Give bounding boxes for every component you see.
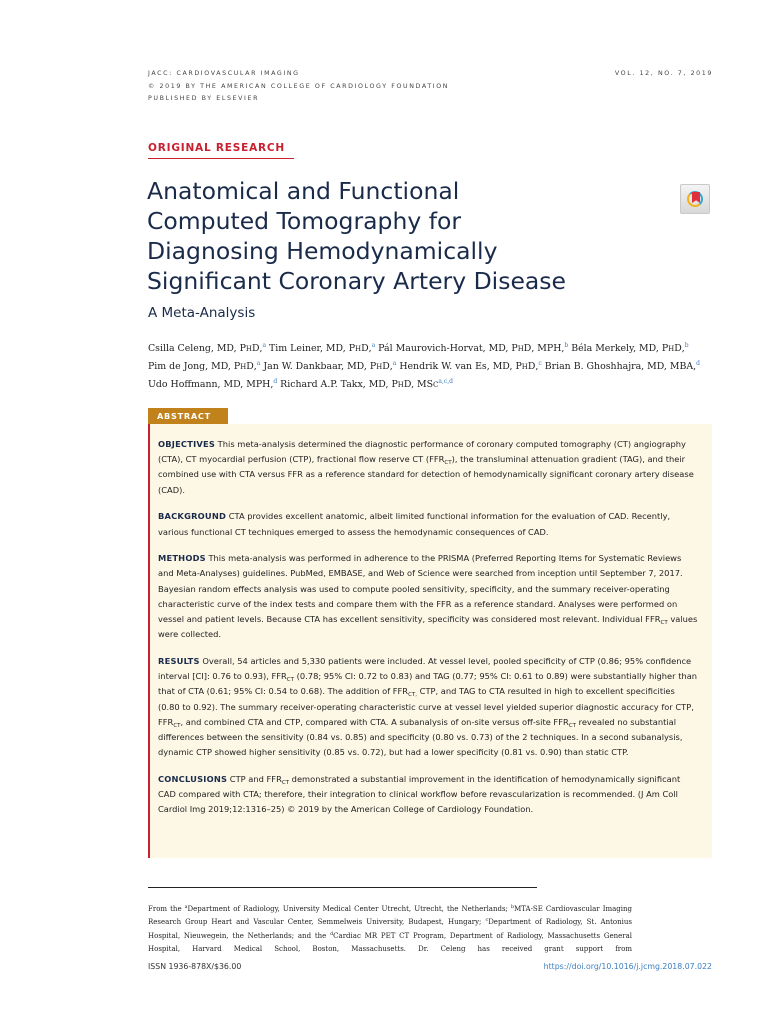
author[interactable]: Tim Leiner, MD, PhD,$^a$ [269,342,376,354]
abstract-methods: METHODS This meta-analysis was performed in adherence to the PRISMA (Preferred Reporting Items for Systematic Reviews and Meta-Analyses) guidelines. PubMed, EMBASE, and Web of Science were searched from inception until September 7, 2017. Bayesian random effects analysis was used to compute pooled sensitivity, specificity, and the summary receiver-operating characteristic curve of the index tests and compare them with the FFR as a reference standard. Analyses were performed on vessel and patient levels. Because CTA has excellent sensitivity, specificity was considered most relevant. Individual $FFR_{CT}$ values were collected. [158,553,698,640]
title-line: Diagnosing Hemodynamically [147,237,498,265]
section-label: ORIGINAL RESEARCH [148,142,286,154]
article-title [147,176,647,296]
title-line: Computed Tomography for [147,207,462,235]
abstract-body [158,437,698,829]
running-head [148,68,713,106]
author-list [148,340,714,394]
article-subtitle: A Meta-Analysis [148,305,256,321]
publisher-line: PUBLISHED BY ELSEVIER [148,95,260,102]
author[interactable]: Jan W. Dankbaar, MD, PhD,$^a$ [263,360,397,372]
abstract-background: BACKGROUND CTA provides excellent anatomic, albeit limited functional information for the evaluation of CAD. Recently, various functional CT techniques emerged to assess the hemodynamic consequences of CAD. [158,511,671,537]
author[interactable]: Béla Merkely, MD, PhD,$^b$ [571,342,689,354]
author[interactable]: Csilla Celeng, MD, PhD,$^a$ [148,342,267,354]
abstract-results: RESULTS Overall, 54 articles and 5,330 patients were included. At vessel level, pooled specificity of CTP (0.86; 95% confidence interval [CI]: 0.76 to 0.93), $FFR_{CT}$ (0.78; 95% CI: 0.72 to 0.83) and TAG (0.77; 95% CI: 0.61 to 0.89) were substantially higher than that of CTA (0.61; 95% CI: 0.54 to 0.68). The addition of $FFR_{CT,}$ CTP, and TAG to CTA resulted in high to excellent specificities (0.80 to 0.92). The summary receiver-operating characteristic curve at vessel level yielded superior diagnostic accuracy for CTP, $FFR_{CT}$, and combined CTA and CTP, compared with CTA. A subanalysis of on-site versus off-site $FFR_{CT}$ revealed no substantial differences between the sensitivity (0.84 vs. 0.85) and specificity (0.80 vs. 0.73) of the 2 techniques. In a second subanalysis, dynamic CTP showed higher sensitivity (0.85 vs. 0.72), but had a lower specificity (0.81 vs. 0.90) than static CTP. [158,655,698,758]
abstract-label: ABSTRACT [148,408,228,424]
abstract-conclusions: CONCLUSIONS CTP and $FFR_{CT}$ demonstrated a substantial improvement in the identification of hemodynamically significant CAD compared with CTA; therefore, their integration to clinical workflow before revascularization is recommended. (J Am Coll Cardiol Img 2019;12:1316–25) © 2019 by the American College of Cardiology Foundation. [158,773,681,815]
author[interactable]: Udo Hoffmann, MD, MPH,$^d$ [148,378,278,390]
author[interactable]: Richard A.P. Takx, MD, PhD, MSc$^{a,c,d}$ [280,378,453,390]
author[interactable]: Pim de Jong, MD, PhD,$^a$ [148,360,261,372]
section-rule [148,158,294,159]
author[interactable]: Brian B. Ghoshhajra, MD, MBA,$^d$ [544,360,700,372]
author[interactable]: Pál Maurovich-Horvat, MD, PhD, MPH,$^b$ [378,342,569,354]
title-line: Significant Coronary Artery Disease [147,267,567,295]
crossmark-icon[interactable] [680,184,710,214]
author[interactable]: Hendrik W. van Es, MD, PhD,$^c$ [399,360,542,372]
journal-name: JACC: CARDIOVASCULAR IMAGING [148,70,300,77]
doi-link[interactable]: https://doi.org/10.1016/j.jcmg.2018.07.022 [543,962,712,971]
footnote-rule [148,887,537,888]
title-line: Anatomical and Functional [147,177,460,205]
copyright-line: © 2019 BY THE AMERICAN COLLEGE OF CARDIOLOGY FOUNDATION [148,82,450,90]
volume-info: VOL. 12, NO. 7, 2019 [614,70,713,77]
issn-price: ISSN 1936-878X/$36.00 [148,962,242,971]
affiliation-footnote: From the $^a$Department of Radiology, University Medical Center Utrecht, Utrecht, the Netherlands; $^b$MTA-SE Cardiovascular Imaging Research Group Heart and Vascular Center, Semmelweis University, Budapest, Hungary; $^c$Department of Radiology, St. Antonius Hospital, Nieuwegein, the Netherlands; and the $^d$Cardiac MR PET CT Program, Department of Radiology, Massachusetts General Hospital, Harvard Medical School, Boston, Massachusetts. Dr. Celeng has received grant support from [148,905,632,953]
abstract-objectives: OBJECTIVES This meta-analysis determined the diagnostic performance of coronary computed tomography (CT) angiography (CTA), CT myocardial perfusion (CTP), fractional flow reserve CT $(FFR_{CT})$, the transluminal attenuation gradient (TAG), and their combined use with CTA versus FFR as a reference standard for detection of hemodynamically significant coronary artery disease (CAD). [158,439,694,495]
